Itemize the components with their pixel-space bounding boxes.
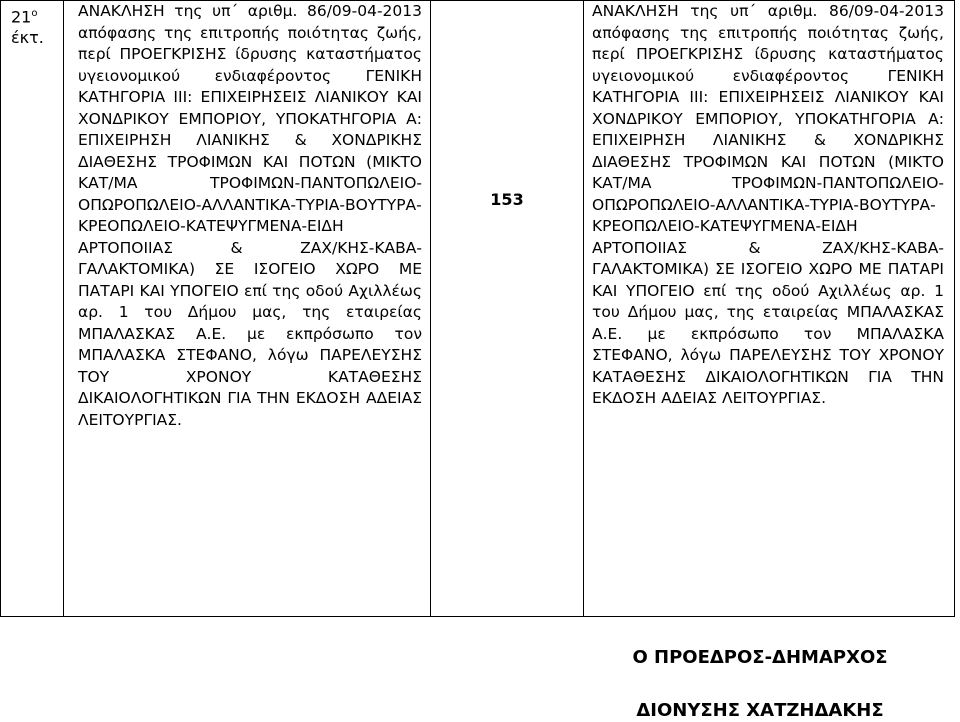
table-row: [1, 1, 955, 617]
subject-text: ΑΝΑΚΛΗΣΗ της υπ΄ αριθμ. 86/09-04-2013 απόφασης της επιτροπής ποιότητας ζωής, περί ΠΡΟΕΓΚΡΙΣΗΣ ίδρυσης καταστήματος υγειονομικού ενδιαφέροντος ΓΕΝΙΚΗ ΚΑΤΗΓΟΡΙΑ ΙΙΙ: ΕΠΙΧΕΙΡΗΣΕΙΣ ΛΙΑΝΙΚΟΥ ΚΑΙ ΧΟΝΔΡΙΚΟΥ ΕΜΠΟΡΙΟΥ, ΥΠΟΚΑΤΗΓΟΡΙΑ Α: ΕΠΙΧΕΙΡΗΣΗ ΛΙΑΝΙΚΗΣ & ΧΟΝΔΡΙΚΗΣ ΔΙΑΘΕΣΗΣ ΤΡΟΦΙΜΩΝ ΚΑΙ ΠΟΤΩΝ (ΜΙΚΤΟ ΚΑΤ/ΜΑ ΤΡΟΦΙΜΩΝ-ΠΑΝΤΟΠΩΛΕΙΟ-ΟΠΩΡΟΠΩΛΕΙΟ-ΑΛΛΑΝΤΙΚΑ-ΤΥΡΙΑ-ΒΟΥΤΥΡΑ-ΚΡΕΟΠΩΛΕΙΟ-ΚΑΤΕΨΥΓΜΕΝΑ-ΕΙΔΗ ΑΡΤΟΠΟΙΙΑΣ & ΖΑΧ/ΚΗΣ-ΚΑΒΑ-ΓΑΛΑΚΤΟΜΙΚΑ) ΣΕ ΙΣΟΓΕΙΟ ΧΩΡΟ ΜΕ ΠΑΤΑΡΙ ΚΑΙ ΥΠΟΓΕΙΟ επί της οδού Αχιλλέως αρ. 1 του Δήμου μας, της εταιρείας ΜΠΑΛΑΣΚΑΣ Α.Ε. με εκπρόσωπο τον ΜΠΑΛΑΣΚΑ ΣΤΕΦΑΝΟ, λόγω ΠΑΡΕΛΕΥΣΗΣ ΤΟΥ ΧΡΟΝΟΥ ΚΑΤΑΘΕΣΗΣ ΔΙΚΑΙΟΛΟΓΗΤΙΚΩΝ ΓΙΑ ΤΗΝ ΕΚΔΟΣΗ ΑΔΕΙΑΣ ΛΕΙΤΟΥΡΓΙΑΣ.: [78, 2, 422, 429]
item-number: [1, 1, 63, 48]
signature-role: Ο ΠΡΟΕΔΡΟΣ-ΔΗΜΑΡΧΟΣ: [632, 647, 888, 668]
decision-number: 153: [490, 190, 524, 209]
decision-number-cell: [431, 1, 584, 617]
item-number-sup: ο: [31, 8, 38, 19]
item-number-value: 21: [11, 7, 32, 27]
decision-text: ΑΝΑΚΛΗΣΗ της υπ΄ αριθμ. 86/09-04-2013 απόφασης της επιτροπής ποιότητας ζωής, περί ΠΡΟΕΓΚΡΙΣΗΣ ίδρυσης καταστήματος υγειονομικού ενδιαφέροντος ΓΕΝΙΚΗ ΚΑΤΗΓΟΡΙΑ ΙΙΙ: ΕΠΙΧΕΙΡΗΣΕΙΣ ΛΙΑΝΙΚΟΥ ΚΑΙ ΧΟΝΔΡΙΚΟΥ ΕΜΠΟΡΙΟΥ, ΥΠΟΚΑΤΗΓΟΡΙΑ Α: ΕΠΙΧΕΙΡΗΣΗ ΛΙΑΝΙΚΗΣ & ΧΟΝΔΡΙΚΗΣ ΔΙΑΘΕΣΗΣ ΤΡΟΦΙΜΩΝ ΚΑΙ ΠΟΤΩΝ (ΜΙΚΤΟ ΚΑΤ/ΜΑ ΤΡΟΦΙΜΩΝ-ΠΑΝΤΟΠΩΛΕΙΟ-ΟΠΩΡΟΠΩΛΕΙΟ-ΑΛΛΑΝΤΙΚΑ-ΤΥΡΙΑ-ΒΟΥΤΥΡΑ-ΚΡΕΟΠΩΛΕΙΟ-ΚΑΤΕΨΥΓΜΕΝΑ-ΕΙΔΗ ΑΡΤΟΠΟΙΙΑΣ & ΖΑΧ/ΚΗΣ-ΚΑΒΑ-ΓΑΛΑΚΤΟΜΙΚΑ) ΣΕ ΙΣΟΓΕΙΟ ΧΩΡΟ ΜΕ ΠΑΤΑΡΙ ΚΑΙ ΥΠΟΓΕΙΟ επί της οδού Αχιλλέως αρ. 1 του Δήμου μας, της εταιρείας ΜΠΑΛΑΣΚΑΣ Α.Ε. με εκπρόσωπο τον ΜΠΑΛΑΣΚΑ ΣΤΕΦΑΝΟ, λόγω ΠΑΡΕΛΕΥΣΗΣ ΤΟΥ ΧΡΟΝΟΥ ΚΑΤΑΘΕΣΗΣ ΔΙΚΑΙΟΛΟΓΗΤΙΚΩΝ ΓΙΑ ΤΗΝ ΕΚΔΟΣΗ ΑΔΕΙΑΣ ΛΕΙΤΟΥΡΓΙΑΣ.: [592, 2, 944, 407]
item-number-cell: [1, 1, 64, 617]
signature-name: ΔΙΟΝΥΣΗΣ ΧΑΤΖΗΔΑΚΗΣ: [636, 700, 884, 721]
subject-cell: [64, 1, 431, 617]
decision-cell: [584, 1, 955, 617]
item-number-suffix: έκτ.: [11, 28, 44, 48]
